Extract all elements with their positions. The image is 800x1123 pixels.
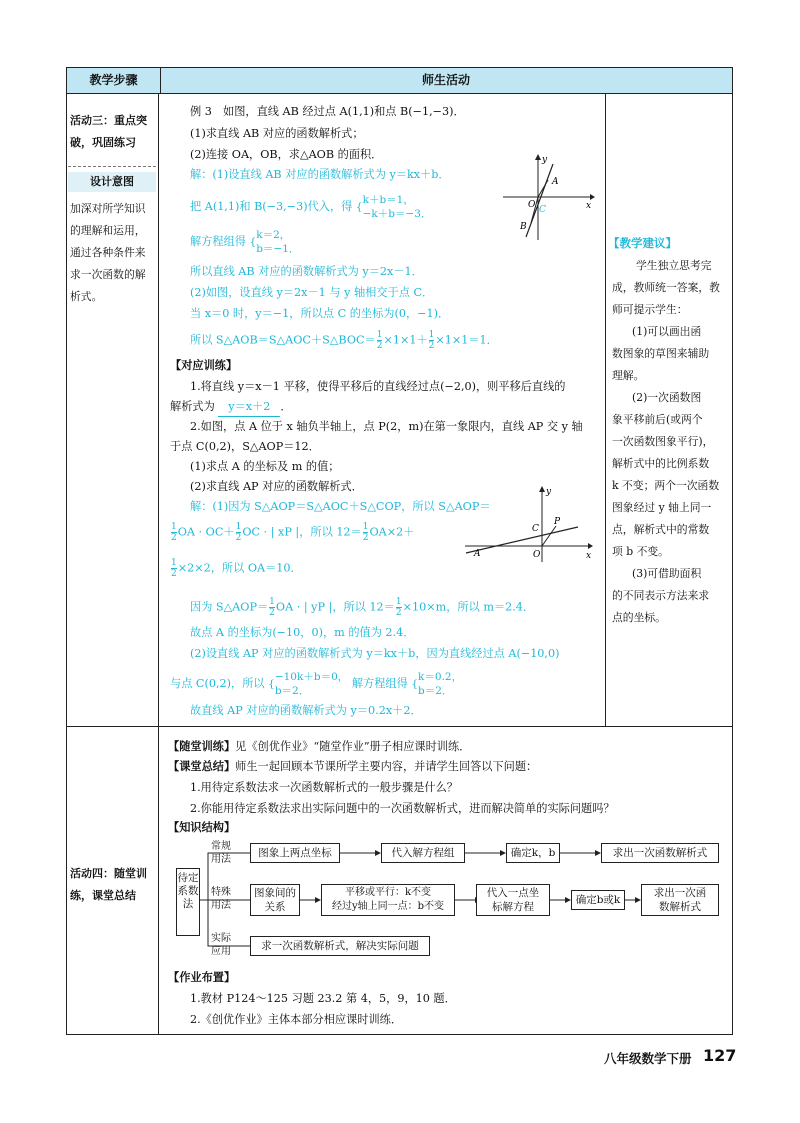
frac-num: 1 — [235, 522, 242, 532]
practice-q2: (2)求直线 AP 对应的函数解析式． — [190, 480, 363, 493]
suggestion-line: 点的坐标。 — [612, 611, 666, 624]
design-line: 析式。 — [70, 290, 103, 303]
section-text: 见《创优作业》“随堂作业”册子相应课时训练． — [235, 740, 471, 753]
activity4-label-1: 活动四：随堂训 — [70, 867, 147, 880]
example-s1: 解：(1)设直线 AB 对应的函数解析式为 y＝kx＋b． — [190, 168, 450, 181]
practice-a2 — [170, 522, 414, 543]
activity3-label-1: 活动三：重点突 — [70, 114, 147, 127]
row-divider — [66, 726, 733, 727]
frac-num: 1 — [171, 558, 177, 568]
suggestion-line: 点，解析式中的常数 — [612, 523, 710, 536]
practice-q1: (1)求点 A 的坐标及 m 的值； — [190, 460, 340, 473]
s7-text: ×1×1＝1． — [435, 333, 498, 347]
footer-book: 八年级数学下册 — [604, 1051, 692, 1066]
header-step: 教学步骤 — [67, 68, 161, 93]
suggestion-line: (2)一次函数图 — [632, 391, 702, 404]
classroom-training — [168, 738, 470, 756]
box-line: 求出一次函 — [653, 887, 707, 899]
example-s3 — [190, 228, 299, 256]
practice-title: 【对应训练】 — [170, 359, 238, 372]
suggestion-line: 项 b 不变。 — [612, 545, 669, 558]
frac-den: 2 — [395, 608, 402, 618]
s7-text: 所以 S△AOB＝S△AOC＋S△BOC＝ — [190, 333, 376, 347]
s7-text: ×1×1＋ — [383, 333, 428, 347]
label-c: C — [539, 205, 546, 215]
example-title: 例 3 如图，直线 AB 经过点 A(1,1)和点 B(−1,−3)． — [190, 105, 465, 118]
box-relation — [250, 884, 300, 916]
practice-a7 — [170, 670, 462, 698]
frac-num: 1 — [376, 330, 383, 340]
box-determine-kb: 确定k，b — [506, 843, 560, 863]
homework-title: 【作业布置】 — [168, 971, 236, 984]
design-line: 的理解和运用， — [70, 224, 146, 237]
fraction-half — [429, 330, 435, 351]
a4-text: ×10×m，所以 m＝2.4． — [402, 600, 535, 614]
label-a: A — [474, 549, 481, 559]
practice-a3 — [170, 558, 302, 579]
a2-text: OA · OC＋ — [177, 525, 235, 539]
suggestion-line: 象平移前后(或两个 — [612, 413, 703, 426]
suggestion-line: 理解。 — [612, 369, 645, 382]
a2-text: OA×2＋ — [369, 525, 415, 539]
box-two-points: 图象上两点坐标 — [250, 843, 340, 863]
graph-example — [498, 152, 598, 242]
example-s2-system: { k＋b＝1， −k＋b＝−3． — [355, 194, 432, 220]
label-a: A — [552, 177, 559, 187]
frac-den: 2 — [171, 569, 177, 579]
class-summary — [168, 758, 537, 776]
box-substitute: 代入解方程组 — [381, 843, 465, 863]
example-s3-system: { k＝2， b＝−1． — [249, 229, 300, 255]
practice-a1: 解：(1)因为 S△AOP＝S△AOC＋S△COP，所以 S△AOP＝ — [190, 500, 491, 513]
suggestion-line: 解析式中的比例系数 — [612, 457, 710, 470]
practice-a8: 故直线 AP 对应的函数解析式为 y＝0.2x＋2． — [190, 704, 422, 717]
fraction-half — [171, 558, 177, 579]
fraction-half — [363, 522, 369, 543]
frac-num: 1 — [395, 597, 402, 607]
section-title: 【课堂总结】 — [168, 760, 236, 773]
a7-system2: { k＝0.2， b＝2． — [411, 671, 463, 697]
frac-num: 1 — [362, 522, 369, 532]
example-s2-text: 把 A(1,1)和 B(−3,−3)代入，得 — [190, 200, 353, 213]
fraction-half — [171, 522, 177, 543]
box-line: 关系 — [264, 901, 286, 913]
design-line: 通过各种条件来 — [70, 246, 146, 259]
label-x: x — [586, 551, 592, 561]
eq-line: b＝−1． — [256, 243, 300, 255]
label-b: B — [520, 222, 527, 232]
a4-text: OA · | yP |，所以 12＝ — [275, 600, 395, 614]
example-s4: 所以直线 AB 对应的函数解析式为 y＝2x－1． — [190, 265, 423, 278]
eq-line: b＝2． — [274, 685, 310, 697]
a4-text: 因为 S△AOP＝ — [190, 600, 269, 614]
x-arrow — [590, 194, 595, 200]
fraction-half — [269, 597, 275, 618]
practice-p2b: 于点 C(0,2)，S△AOP＝12． — [170, 440, 320, 453]
box-line: 代入一点坐 — [486, 887, 540, 899]
suggestion-title: 【教学建议】 — [608, 236, 677, 250]
label-y: y — [546, 487, 552, 497]
activity3-label — [70, 110, 147, 154]
example-s7 — [190, 330, 498, 351]
suggestion-line: 师可提示学生： — [612, 303, 688, 316]
label-x: x — [586, 201, 592, 211]
practice-a6: (2)设直线 AP 对应的函数解析式为 y＝kx＋b，因为直线经过点 A(−10,0) — [190, 647, 560, 660]
fraction-half — [236, 522, 242, 543]
structure-title: 【知识结构】 — [168, 821, 236, 834]
activity4-label — [70, 863, 147, 907]
divider-left — [158, 94, 159, 1035]
practice-p2a: 2.如图，点 A 位于 x 轴负半轴上，点 P(2，m)在第一象限内，直线 AP 交 y 轴 — [190, 420, 583, 433]
box-line: 经过y轴上同一点：b不变 — [331, 901, 445, 912]
practice-p1b — [170, 398, 292, 417]
frac-num: 1 — [269, 597, 275, 607]
activity3-label-2: 破，巩固练习 — [70, 136, 136, 149]
p1b-text: 解析式为 — [170, 400, 215, 413]
homework-1: 1.教材 P124～125 习题 23.2 第 4，5，9，10 题． — [190, 992, 456, 1005]
frac-den: 2 — [235, 533, 242, 543]
page-number: 127 — [703, 1046, 737, 1065]
a7-text: 解方程组得 — [351, 677, 408, 690]
design-text — [70, 198, 146, 308]
label-p: P — [554, 517, 561, 527]
design-line: 求一次函数的解 — [70, 268, 146, 281]
frac-den: 2 — [376, 341, 383, 351]
label-o: O — [528, 200, 536, 210]
header-activity: 师生活动 — [421, 73, 470, 87]
root-box: 待定系数法 — [176, 868, 200, 936]
p1-end: ． — [280, 400, 292, 413]
practice-a5: 故点 A 的坐标为(−10，0)，m 的值为 2.4． — [190, 626, 415, 639]
section-text: 师生一起回顾本节课所学主要内容，并请学生回答以下问题： — [235, 760, 538, 773]
box-line: 数解析式 — [659, 901, 701, 913]
frac-den: 2 — [428, 341, 435, 351]
box-line: 平移或平行：k不变 — [344, 887, 432, 898]
label-c: C — [532, 524, 539, 534]
segment-oa — [538, 180, 548, 197]
a2-text: OC · | xP |，所以 12＝ — [242, 525, 362, 539]
eq-line: k＋b＝1， — [362, 194, 414, 206]
a7-system1: { −10k＋b＝0， b＝2． — [268, 671, 349, 697]
line-ap — [466, 527, 578, 553]
box-line: 标解方程 — [492, 901, 534, 913]
design-title: 设计意图 — [90, 175, 134, 188]
box-translation — [321, 884, 455, 916]
example-s5: (2)如图，设直线 y＝2x－1 与 y 轴相交于点 C． — [190, 286, 434, 299]
eq-line: k＝0.2， — [418, 671, 463, 683]
homework-2: 2.《创优作业》主体本部分相应课时训练． — [190, 1013, 403, 1026]
p1-answer: y＝x＋2 — [218, 398, 280, 417]
box-practical: 求一次函数解析式，解决实际问题 — [250, 936, 430, 956]
fraction-half — [377, 330, 383, 351]
frac-num: 1 — [428, 330, 435, 340]
eq-line: k＝2， — [256, 229, 291, 241]
practice-a4 — [190, 597, 534, 618]
graph-practice — [460, 484, 600, 564]
section-title: 【随堂训练】 — [168, 740, 236, 753]
suggestion-line: 数图象的草图来辅助 — [612, 347, 710, 360]
y-arrow — [539, 486, 545, 492]
box-substitute-point — [476, 884, 550, 916]
example-s6: 当 x＝0 时，y＝−1，所以点 C 的坐标为(0，−1)． — [190, 307, 450, 320]
summary-q2: 2.你能用待定系数法求出实际问题中的一次函数解析式，进而解决简单的实际问题吗？ — [190, 802, 615, 815]
label-y: y — [542, 155, 548, 165]
label-o: O — [533, 550, 541, 560]
example-q2: (2)连接 OA，OB，求△AOB 的面积． — [190, 148, 383, 161]
usage-practical: 实际应用 — [211, 933, 231, 957]
usage-regular: 常规用法 — [211, 841, 231, 865]
x-arrow — [588, 543, 593, 549]
activity4-label-2: 练，课堂总结 — [70, 889, 136, 902]
eq-line: −10k＋b＝0， — [274, 671, 349, 683]
suggestion-line: 一次函数图象平行)， — [612, 435, 714, 448]
divider-right — [605, 94, 606, 726]
suggestion-line: k 不变；两个一次函数 — [612, 479, 720, 492]
frac-den: 2 — [362, 533, 369, 543]
fraction-half — [396, 597, 402, 618]
practice-p1a: 1.将直线 y＝x－1 平移，使得平移后的直线经过点(−2,0)，则平移后直线的 — [190, 380, 566, 393]
usage-special: 特殊用法 — [211, 887, 231, 911]
suggestion-line: 的不同表示方法来求 — [612, 589, 710, 602]
a3-text: ×2×2，所以 OA＝10． — [177, 561, 302, 575]
dotted-divider — [68, 166, 156, 167]
box-line: 图象间的 — [254, 887, 296, 899]
box-determine-b-or-k: 确定b或k — [571, 890, 625, 910]
segment-op — [542, 526, 556, 546]
example-q1: (1)求直线 AB 对应的函数解析式； — [190, 127, 364, 140]
frac-den: 2 — [171, 533, 177, 543]
a7-text: 与点 C(0,2)，所以 — [170, 677, 265, 690]
suggestion-line: 学生独立思考完 — [636, 259, 712, 272]
suggestion-line: (3)可借助面积 — [632, 567, 702, 580]
table-header — [66, 67, 733, 94]
suggestion-line: (1)可以画出函 — [632, 325, 702, 338]
frac-den: 2 — [269, 608, 275, 618]
summary-q1: 1.用待定系数法求一次函数解析式的一般步骤是什么？ — [190, 781, 458, 794]
suggestion-line: 成，教师统一答案，教 — [612, 281, 720, 294]
eq-line: −k＋b＝−3． — [362, 208, 432, 220]
example-s2 — [190, 193, 431, 221]
frac-num: 1 — [171, 522, 177, 532]
suggestion-line: 图象经过 y 轴上同一 — [612, 501, 712, 514]
design-line: 加深对所学知识 — [70, 202, 146, 215]
example-s3-text: 解方程组得 — [190, 235, 246, 248]
box-result2 — [641, 884, 719, 916]
eq-line: b＝2． — [418, 685, 453, 697]
y-arrow — [535, 154, 541, 160]
suggestion-text — [612, 255, 728, 629]
box-result: 求出一次函数解析式 — [601, 843, 719, 863]
